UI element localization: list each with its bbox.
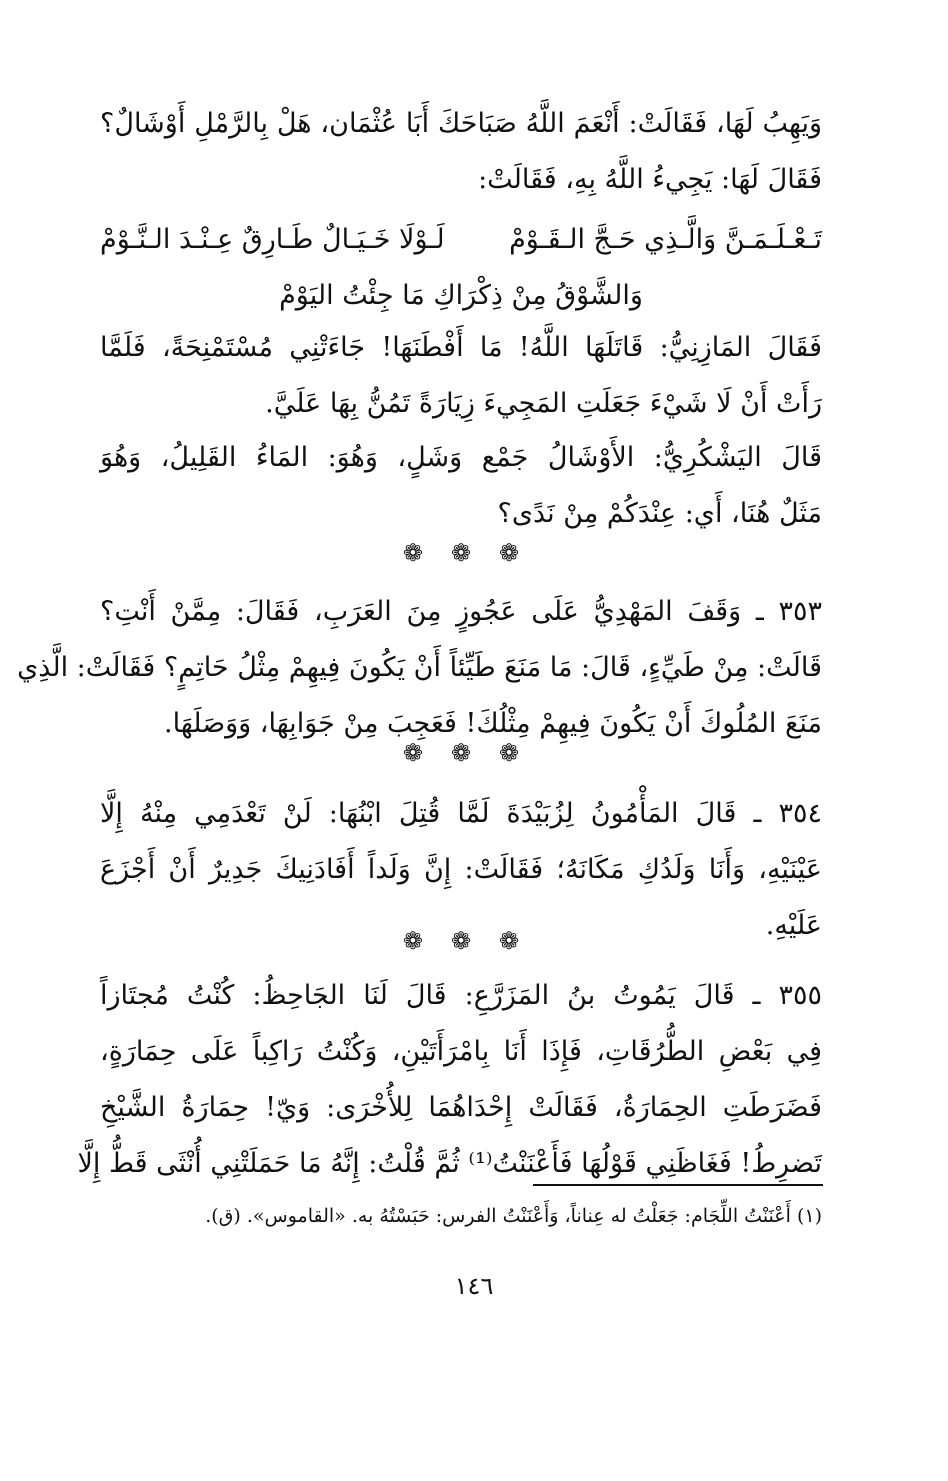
ornament-icon: ❁ [402, 927, 423, 955]
text-line: مَثَلٌ هُنَا، أَي: عِنْدَكُمْ مِنْ نَدًى؟ [497, 498, 822, 529]
poem-verse [100, 212, 822, 324]
ornament-icon: ❁ [499, 539, 520, 567]
ornament-icon: ❁ [402, 539, 423, 567]
section-separator [100, 926, 822, 956]
ornament-icon: ❁ [450, 539, 472, 567]
text-line: قَالَتْ: مِنْ طَيِّءٍ، قَالَ: مَا مَنَعَ طَيِّئاً أَنْ يَكُونَ فِيهِمْ مِثْلُ حَاتِمٍ؟ فَقَالَتْ: الَّذِي [17, 652, 822, 683]
paragraph-353 [17, 584, 822, 752]
verse-line [100, 212, 822, 268]
paragraph-355 [77, 968, 822, 1192]
paragraph-mazini [100, 320, 822, 432]
ornament-icon: ❁ [499, 739, 520, 767]
text-line: وَيَهِبُ لَهَا، فَقَالَتْ: أَنْعَمَ اللَّهُ صَبَاحَكَ أَبَا عُثْمَان، هَلْ بِالرَّمْلِ أَوْشَالٌ؟ [100, 108, 822, 139]
text-line: تَضرِطُ! فَغَاظَنِي قَوْلُهَا فَأَعْنَنْتُ⁽¹⁾ ثُمَّ قُلْتُ: إِنَّهُ مَا حَمَلَتْنِي أُنْثَى قَطُّ إِلَّا [77, 1148, 822, 1179]
text-line: فَضَرَطَتِ الحِمَارَةُ، فَقَالَتْ إِحْدَاهُمَا لِلأُخْرَى: وَيّ! حِمَارَةُ الشَّيْخِ [100, 1092, 822, 1123]
text-line: فَقَالَ لَهَا: يَجِيءُ اللَّهُ بِهِ، فَقَالَتْ: [478, 164, 822, 195]
text-line: عَيْنَيْهِ، وَأَنَا وَلَدُكِ مَكَانَهُ؛ فَقَالَتْ: إِنَّ وَلَداً أَفَادَنِيكَ جَدِيرٌ أَنْ أَجْزَعَ [100, 854, 822, 885]
text-line: ٣٥٤ ـ قَالَ المَأْمُونُ لِزُبَيْدَةَ لَمَّا قُتِلَ ابْنُهَا: لَنْ تَعْدَمِي مِنْهُ إِلَّا [100, 798, 822, 829]
text-line: فِي بَعْضِ الطُّرُقَاتِ، فَإِذَا أَنَا بِامْرَأَتَيْنِ، وَكُنْتُ رَاكِباً عَلَى حِمَارَةٍ، [100, 1036, 822, 1067]
ornament-icon: ❁ [450, 927, 472, 955]
page-number: ١٤٦ [454, 1272, 494, 1300]
text-line: عَلَيْهِ. [765, 910, 822, 941]
ornament-icon: ❁ [402, 739, 423, 767]
text-line: قَالَ اليَشْكُرِيُّ: الأَوْشَالُ جَمْع وَشَلٍ، وَهُوَ: المَاءُ القَلِيلُ، وَهُوَ [100, 442, 822, 473]
verse-hemistich-second: لَـوْلَا خَـيَـالٌ طَـارِقٌ عِـنْـدَ الـنَّـوْمْ [100, 224, 445, 255]
footnote-divider [533, 1184, 823, 1186]
paragraph-intro [100, 96, 822, 208]
text-line: مَنَعَ المُلُوكَ أَنْ يَكُونَ فِيهِمْ مِثْلُكَ! فَعَجِبَ مِنْ جَوَابِهَا، وَوَصَلَهَا. [164, 708, 822, 739]
text-line: ٣٥٥ ـ قَالَ يَمُوتُ بنُ المَزَرَّعِ: قَالَ لَنَا الجَاحِظُ: كُنْتُ مُجتَازاً [100, 980, 822, 1011]
ornament-icon: ❁ [499, 927, 520, 955]
text-line: ٣٥٣ ـ وَقَفَ المَهْدِيُّ عَلَى عَجُوزٍ مِنَ العَرَبِ، فَقَالَ: مِمَّنْ أَنْتِ؟ [100, 596, 822, 627]
paragraph-yashkuri [100, 430, 822, 542]
section-separator [100, 738, 822, 768]
text-line: رَأَتْ أَنْ لَا شَيْءَ جَعَلَتِ المَجِيءَ زِيَارَةً تَمُنُّ بِهَا عَلَيَّ. [265, 388, 822, 419]
ornament-icon: ❁ [450, 739, 472, 767]
verse-line-centered: وَالشَّوْقُ مِنْ ذِكْرَاكِ مَا جِئْتُ اليَوْمْ [279, 280, 643, 311]
text-line: فَقَالَ المَازِنِيُّ: قَاتَلَهَا اللَّهُ! مَا أَفْطَنَهَا! جَاءَتْنِي مُسْتَمْنِحَةً، فَلَمَّا [100, 332, 822, 363]
footnote: (١) أَعْنَنْتُ اللِّجَام: جَعَلْتُ له عِناناً، وَأَعْنَنْتُ الفرس: حَبَسْتُهُ به. «القاموس». (ق). [205, 1205, 822, 1227]
verse-hemistich-first: تَـعْـلَـمَـنَّ وَالَّـذِي حَـجَّ الـقَـوْمْ [509, 224, 822, 255]
section-separator [100, 538, 822, 568]
